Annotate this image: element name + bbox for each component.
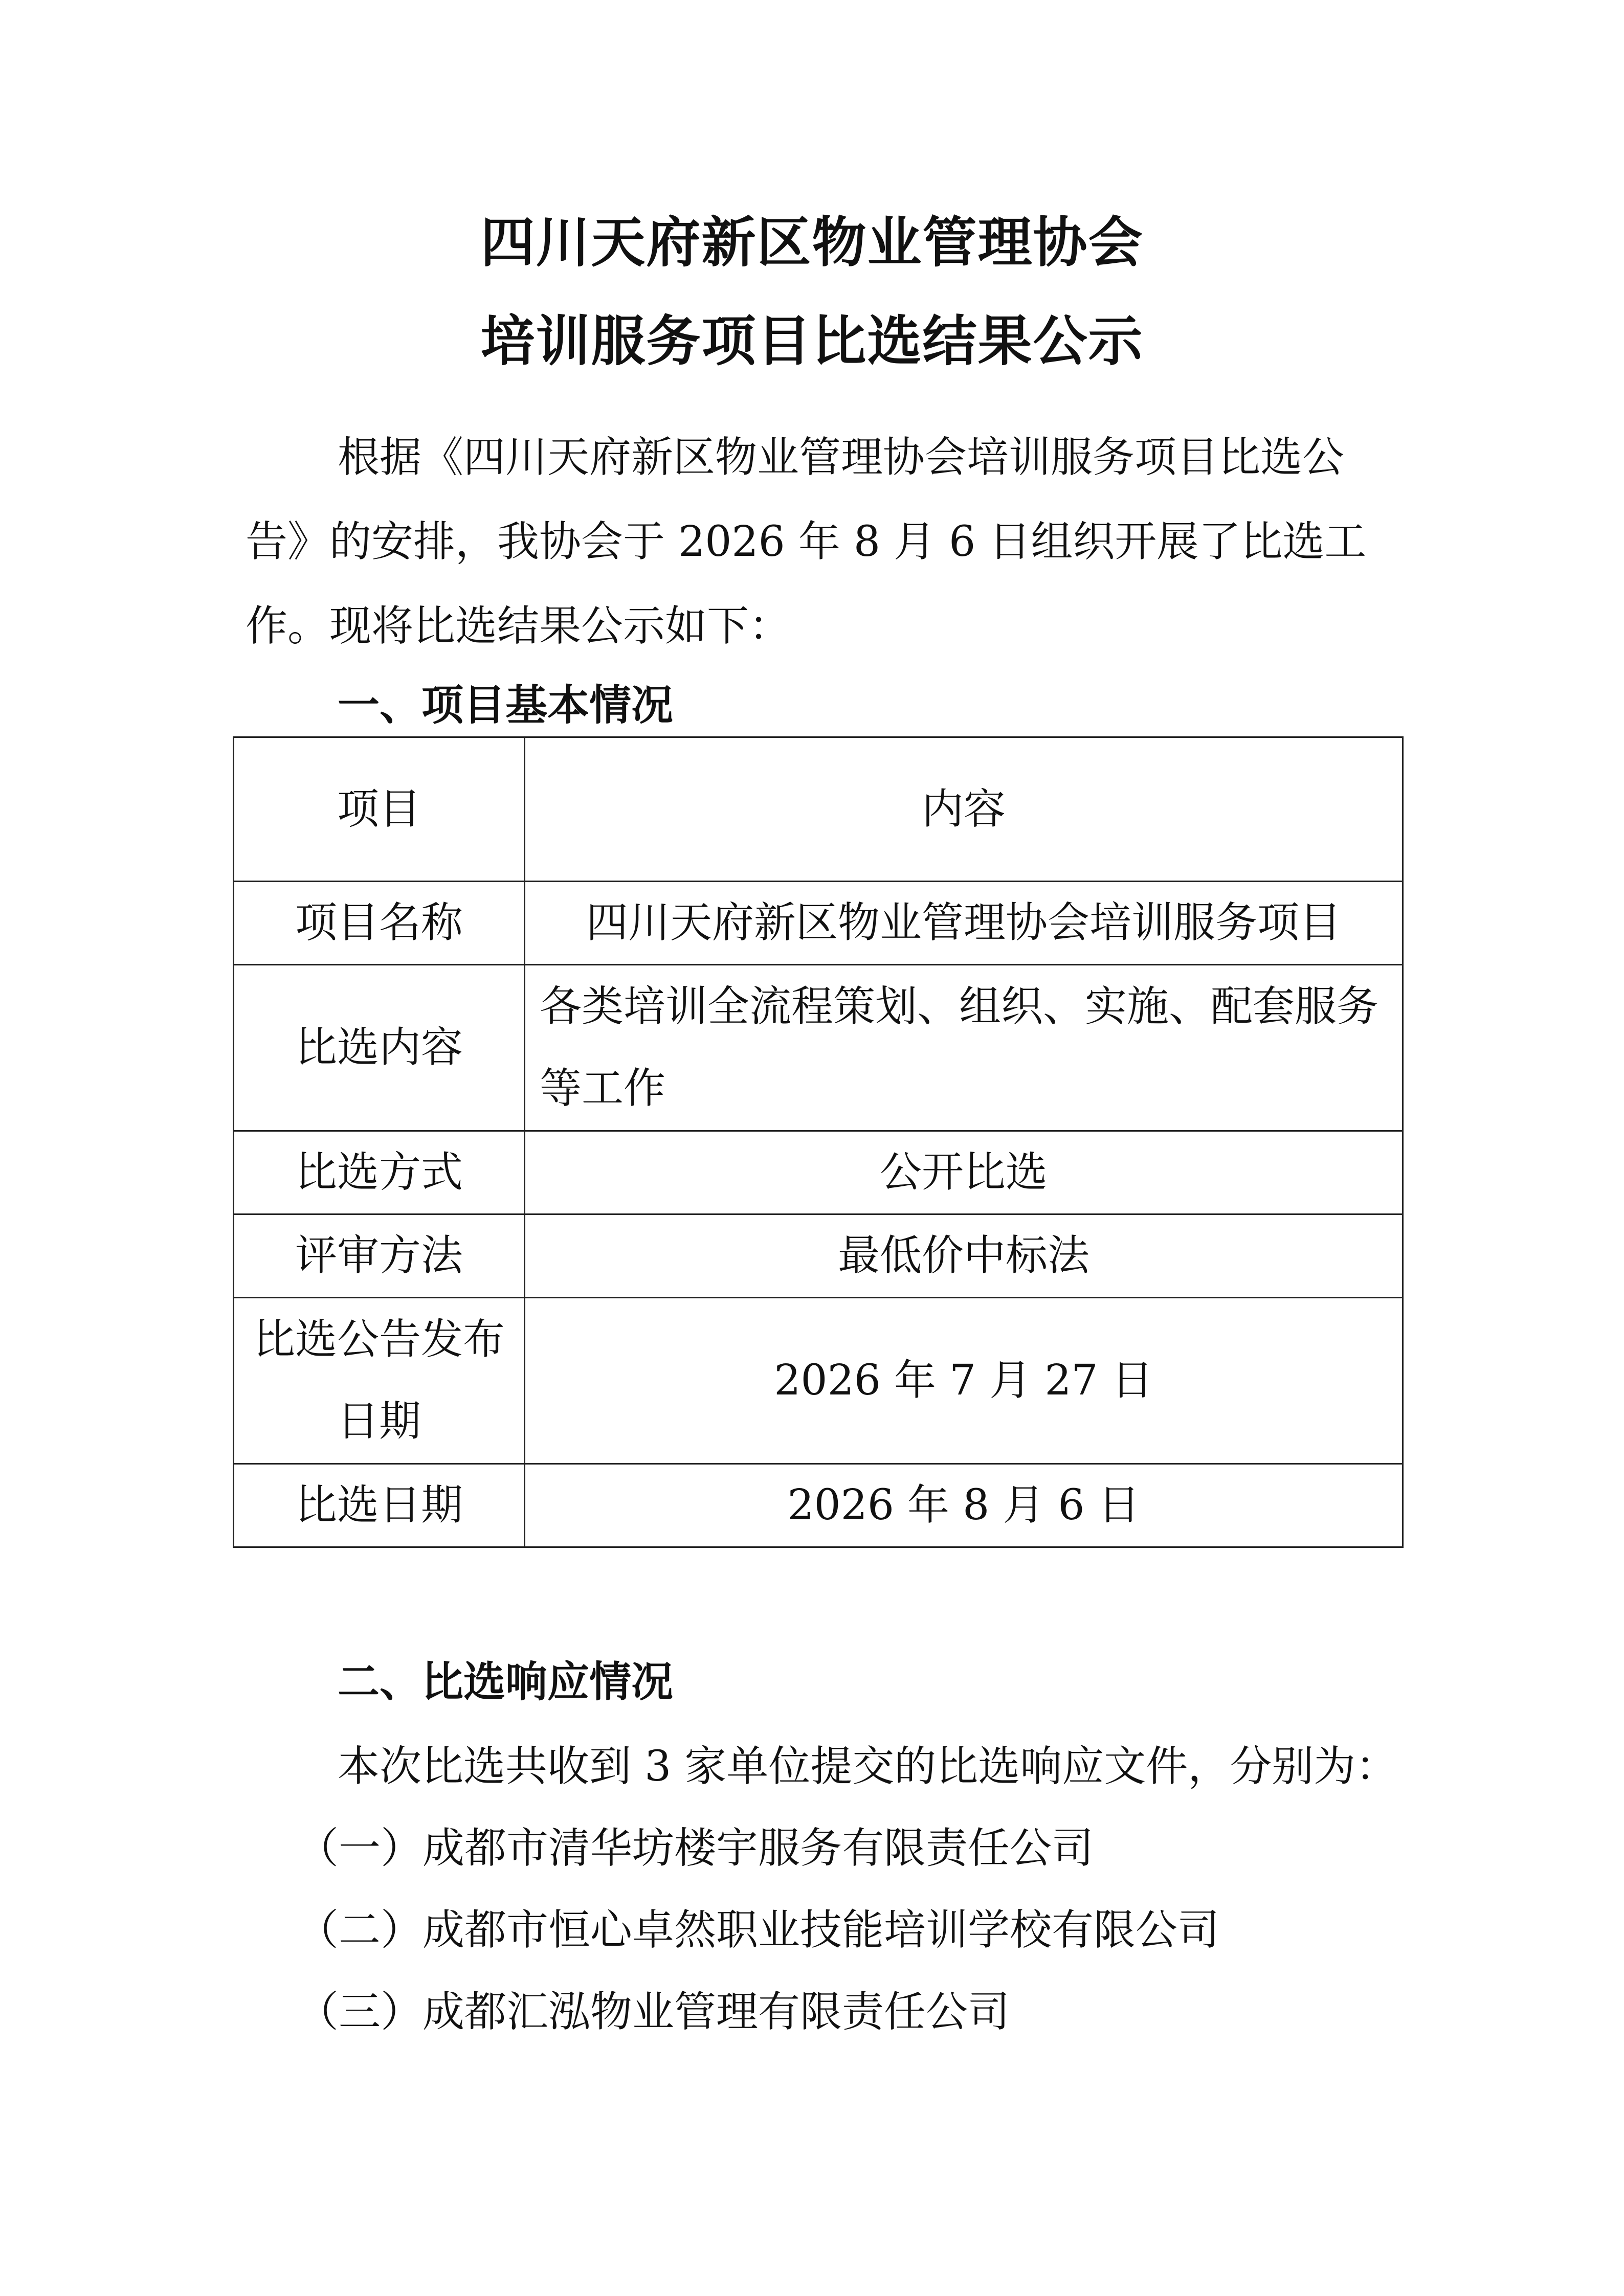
row-label: 比选公告发布日期 — [234, 1298, 525, 1464]
document-title-line-1: 四川天府新区物业管理协会 — [480, 211, 1144, 274]
row-label: 比选内容 — [234, 965, 525, 1131]
row-label: 比选日期 — [234, 1464, 525, 1547]
row-value: 公开比选 — [525, 1131, 1403, 1214]
table-header-item: 项目 — [234, 737, 525, 882]
row-label: 比选方式 — [234, 1131, 525, 1214]
list-item: （二）成都市恒心卓然职业技能培训学校有限公司 — [297, 1906, 1220, 1954]
table-row — [234, 882, 1403, 965]
table-row — [234, 1131, 1403, 1214]
row-label: 评审方法 — [234, 1214, 525, 1298]
table-row — [234, 1464, 1403, 1547]
row-value: 四川天府新区物业管理协会培训服务项目 — [525, 882, 1403, 965]
row-value: 2026 年 7 月 27 日 — [525, 1298, 1403, 1464]
document-title-line-2: 培训服务项目比选结果公示 — [480, 310, 1144, 373]
intro-line-2: 告》的安排，我协会于 2026 年 8 月 6 日组织开展了比选工 — [246, 517, 1367, 566]
section-2-intro: 本次比选共收到 3 家单位提交的比选响应文件，分别为： — [338, 1742, 1398, 1791]
row-value: 2026 年 8 月 6 日 — [525, 1464, 1403, 1547]
project-info-table — [233, 736, 1404, 1548]
row-label: 项目名称 — [234, 882, 525, 965]
list-item: （三）成都汇泓物业管理有限责任公司 — [297, 1988, 1010, 2036]
section-1-heading: 一、项目基本情况 — [338, 681, 674, 730]
table-row — [234, 1214, 1403, 1298]
table-header-row — [234, 737, 1403, 882]
row-value: 各类培训全流程策划、组织、实施、配套服务等工作 — [525, 965, 1403, 1131]
section-2-heading: 二、比选响应情况 — [338, 1658, 674, 1706]
intro-line-3: 作。现将比选结果公示如下： — [246, 602, 791, 650]
table-row — [234, 1298, 1403, 1464]
table-header-content: 内容 — [525, 737, 1403, 882]
row-value: 最低价中标法 — [525, 1214, 1403, 1298]
list-item: （一）成都市清华坊楼宇服务有限责任公司 — [297, 1824, 1094, 1873]
table-row — [234, 965, 1403, 1131]
intro-line-1: 根据《四川天府新区物业管理协会培训服务项目比选公 — [338, 433, 1345, 482]
